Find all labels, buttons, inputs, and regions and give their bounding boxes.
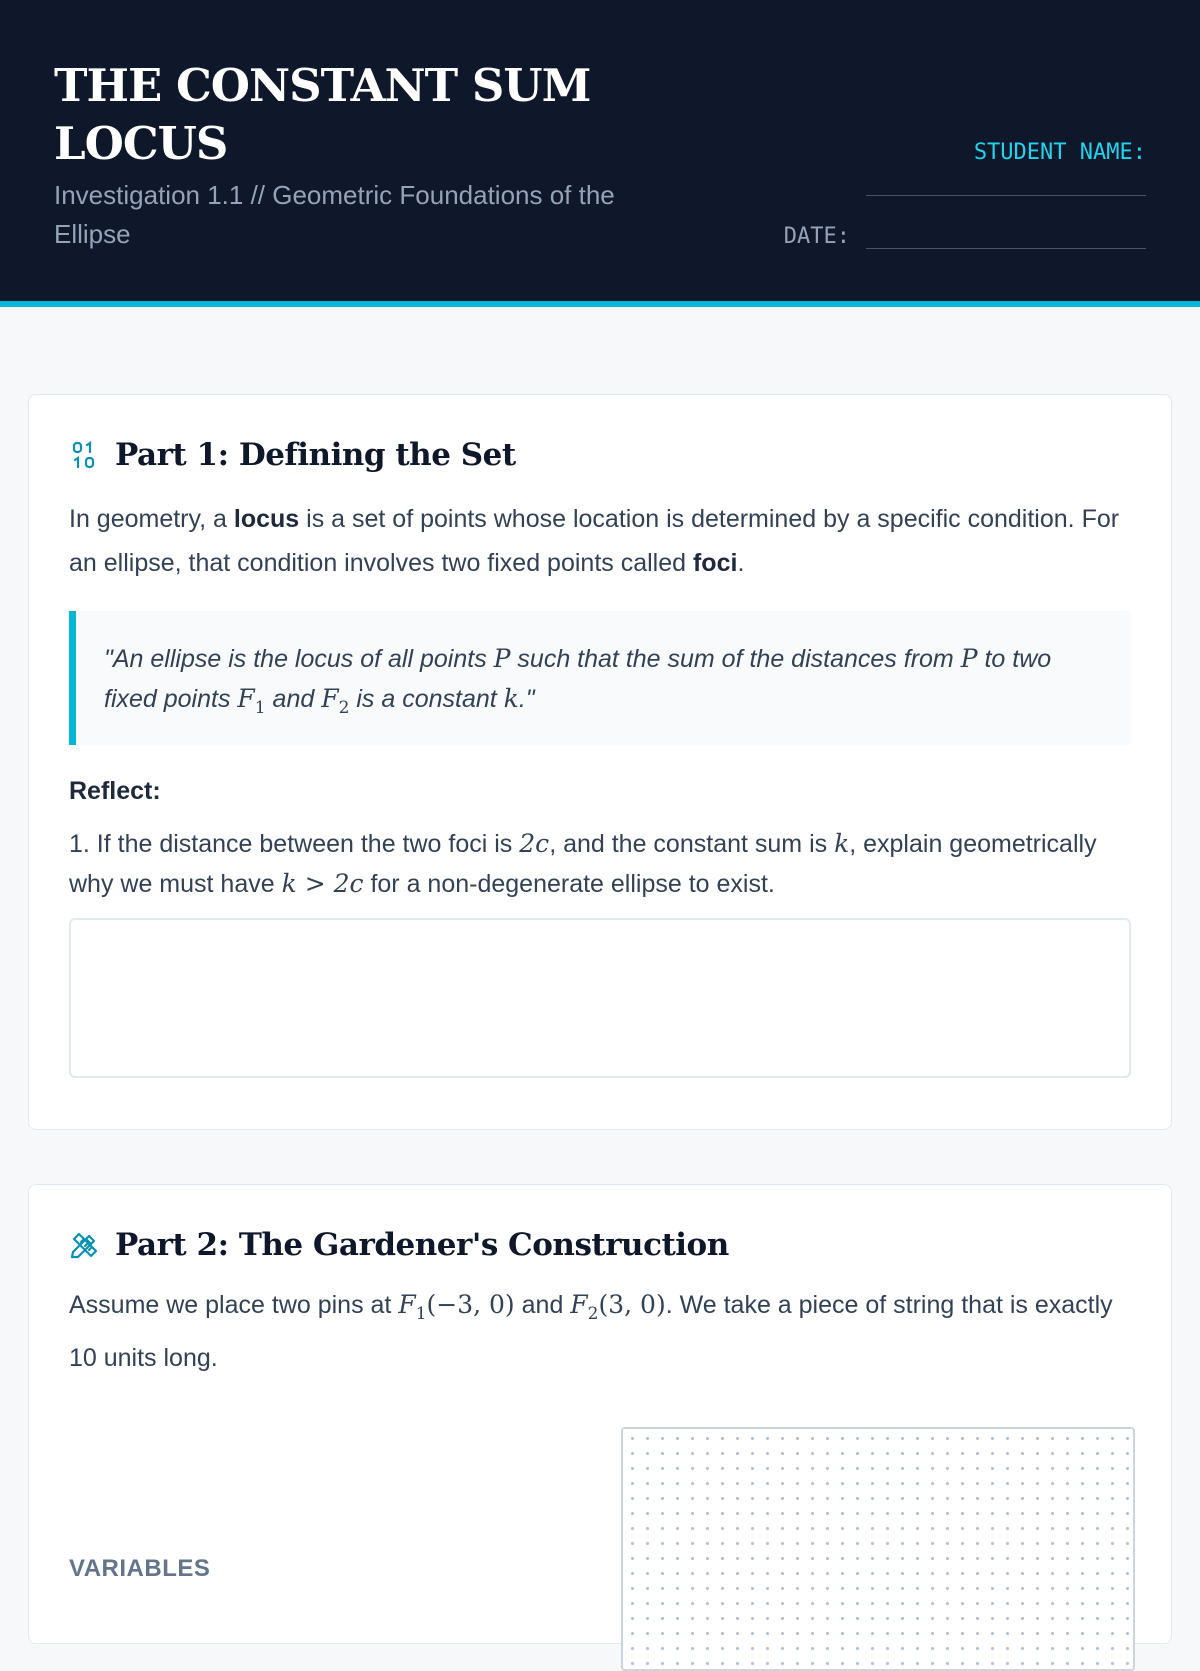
part1-title: Part 1: Defining the Set — [115, 437, 516, 473]
student-info-fields — [766, 140, 1146, 249]
binary-icon — [69, 438, 99, 472]
worksheet-header — [0, 0, 1200, 307]
part1-card — [28, 394, 1172, 1130]
reflect-label: Reflect: — [69, 777, 161, 805]
term-locus: locus — [233, 505, 300, 533]
page-subtitle: Investigation 1.1 // Geometric Foundations of the Ellipse — [54, 180, 615, 249]
date-field[interactable] — [866, 226, 1146, 249]
part2-title: Part 2: The Gardener's Construction — [115, 1227, 729, 1263]
variables-label: VARIABLES — [69, 1555, 211, 1582]
term-foci: foci — [692, 549, 738, 577]
definition-quote: "An ellipse is the locus of all points P such that the sum of the distances from P to two fixed points $F_1$ and $F_2$ is a constant k." — [69, 611, 1131, 745]
pencil-ruler-icon — [69, 1228, 99, 1262]
part2-intro: Assume we place two pins at $F_1(-3$, 0) and $F_2(3$, 0). We take a piece of string that is exactly 10 units long. — [69, 1290, 1113, 1372]
reflect-question-1: 1. If the distance between the two foci is 2c, and the constant sum is k, explain geometrically why we must have k > 2c for a non-degenerate ellipse to exist. — [69, 829, 1097, 898]
page-title: THE CONSTANT SUM LOCUS — [54, 59, 591, 170]
student-name-field[interactable] — [866, 165, 1146, 196]
part2-card — [28, 1184, 1172, 1644]
dot-grid-canvas[interactable] — [621, 1427, 1135, 1671]
date-label: DATE: — [783, 224, 850, 249]
part1-intro: In geometry, a locus is a set of points whose location is determined by a specific condition. For an ellipse, that condition involves two fixed points called foci. — [69, 505, 1120, 577]
part1-heading — [69, 437, 1131, 473]
part2-heading — [69, 1227, 1131, 1263]
answer-textarea-1[interactable] — [69, 918, 1131, 1078]
student-name-label: STUDENT NAME: — [973, 140, 1146, 165]
